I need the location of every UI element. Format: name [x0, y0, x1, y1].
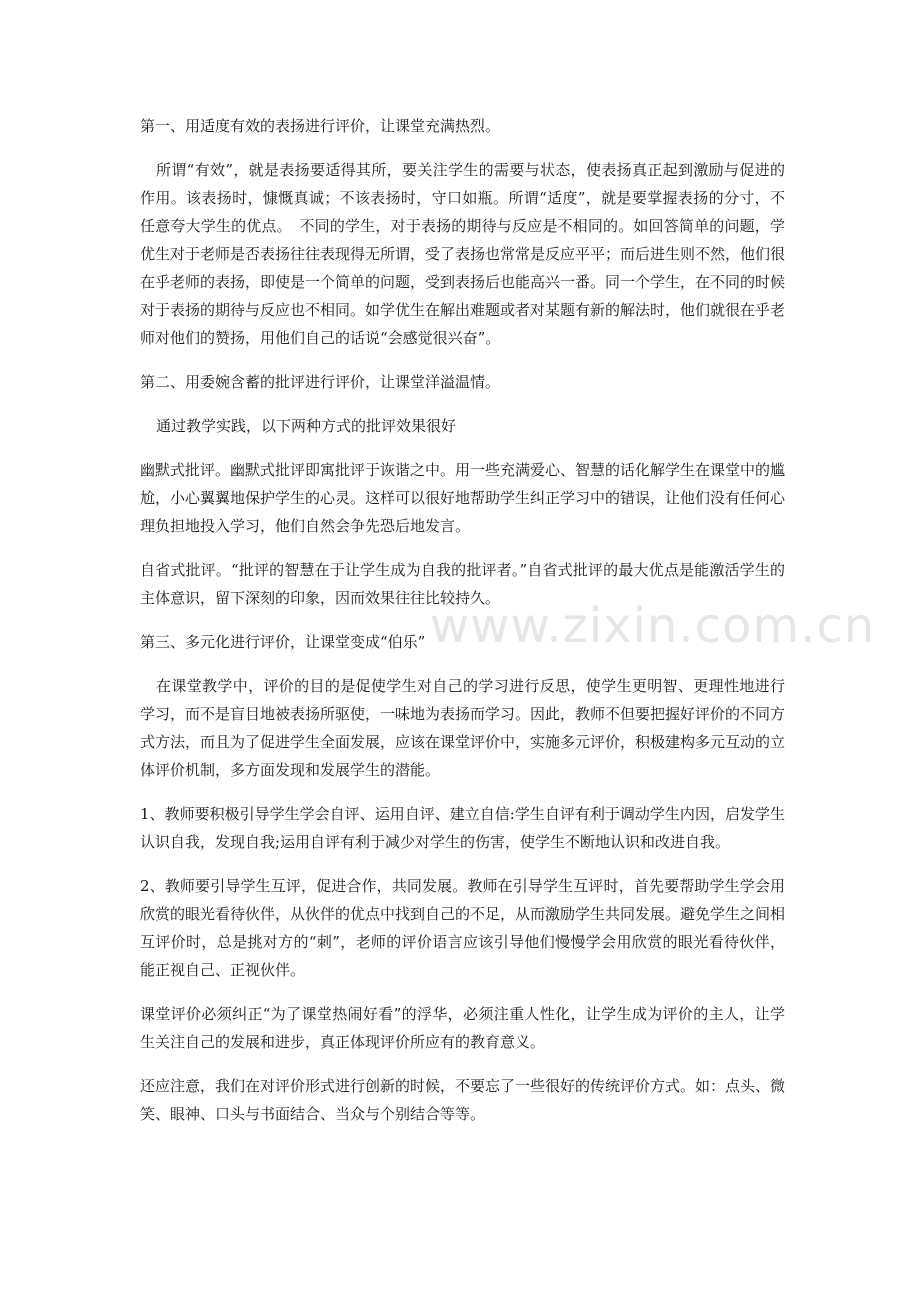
paragraph: 在课堂教学中，评价的目的是促使学生对自己的学习进行反思，使学生更明智、更理性地进行学习，而不是盲目地被表扬所驱使，一味地为表扬而学习。因此，教师不但要把握好评价的不同方式方法，而且为了促进学生全面发展，应该在课堂评价中，实施多元评价，积极建构多元互动的立体评价机制，多方面发现和发展学生的潜能。 — [140, 677, 786, 779]
paragraph: 还应注意，我们在对评价形式进行创新的时候，不要忘了一些很好的传统评价方式。如：点头、微笑、眼神、口头与书面结合、当众与个别结合等等。 — [140, 1077, 786, 1123]
paragraph: 课堂评价必须纠正“为了课堂热闹好看”的浮华，必须注重人性化，让学生成为评价的主人，让学生关注自己的发展和进步，真正体现评价所应有的教育意义。 — [140, 1005, 785, 1051]
paragraph: 幽默式批评。幽默式批评即寓批评于诙谐之中。用一些充满爱心、智慧的话化解学生在课堂中的尴尬，小心翼翼地保护学生的心灵。这样可以很好地帮助学生纠正学习中的错误，让他们没有任何心理负担地投入学习，他们自然会争先恐后地发言。 — [140, 461, 786, 535]
paragraph: 自省式批评。“批评的智慧在于让学生成为自我的批评者。”自省式批评的最大优点是能激活学生的主体意识，留下深刻的印象，因而效果往往比较持久。 — [140, 561, 785, 607]
section-heading-3: 第三、多元化进行评价，让课堂变成“伯乐” — [140, 633, 426, 651]
section-heading-1: 第一、用适度有效的表扬进行评价，让课堂充满热烈。 — [140, 117, 501, 135]
site-watermark: www.zixin.com.cn — [430, 598, 876, 654]
paragraph: 通过教学实践，以下两种方式的批评效果很好 — [156, 417, 457, 435]
paragraph: 所谓“有效”，就是表扬要适得其所，要关注学生的需要与状态，使表扬真正起到激励与促进的作用。该表扬时，慷慨真诚；不该表扬时，守口如瓶。所谓“适度”，就是要掌握表扬的分寸，不任意夸大学生的优点。 不同的学生，对于表扬的期待与反应是不相同的。如回答简单的问题，学优生对于老师是否表扬往往表现得无所谓，受了表扬也常常是反应平平；而后进生则不然，他们很在乎老师的表扬，即使是一个简单的问题，受到表扬后也能高兴一番。同一个学生，在不同的时候对于表扬的期待与反应也不相同。如学优生在解出难题或者对某题有新的解法时，他们就很在乎老师对他们的赞扬，用他们自己的话说“会感觉很兴奋”。 — [140, 161, 786, 347]
list-item: 2、教师要引导学生互评，促进合作，共同发展。教师在引导学生互评时，首先要帮助学生学会用欣赏的眼光看待伙伴，从伙伴的优点中找到自己的不足，从而激励学生共同发展。避免学生之间相互评价时，总是挑对方的“刺”，老师的评价语言应该引导他们慢慢学会用欣赏的眼光看待伙伴，能正视自己、正视伙伴。 — [140, 877, 786, 979]
document-body — [140, 112, 876, 1144]
section-heading-2: 第二、用委婉含蓄的批评进行评价，让课堂洋溢温情。 — [140, 373, 501, 391]
list-item: 1、教师要积极引导学生学会自评、运用自评、建立自信:学生自评有利于调动学生内因，启发学生认识自我，发现自我;运用自评有利于减少对学生的伤害，使学生不断地认识和改进自我。 — [140, 805, 785, 851]
